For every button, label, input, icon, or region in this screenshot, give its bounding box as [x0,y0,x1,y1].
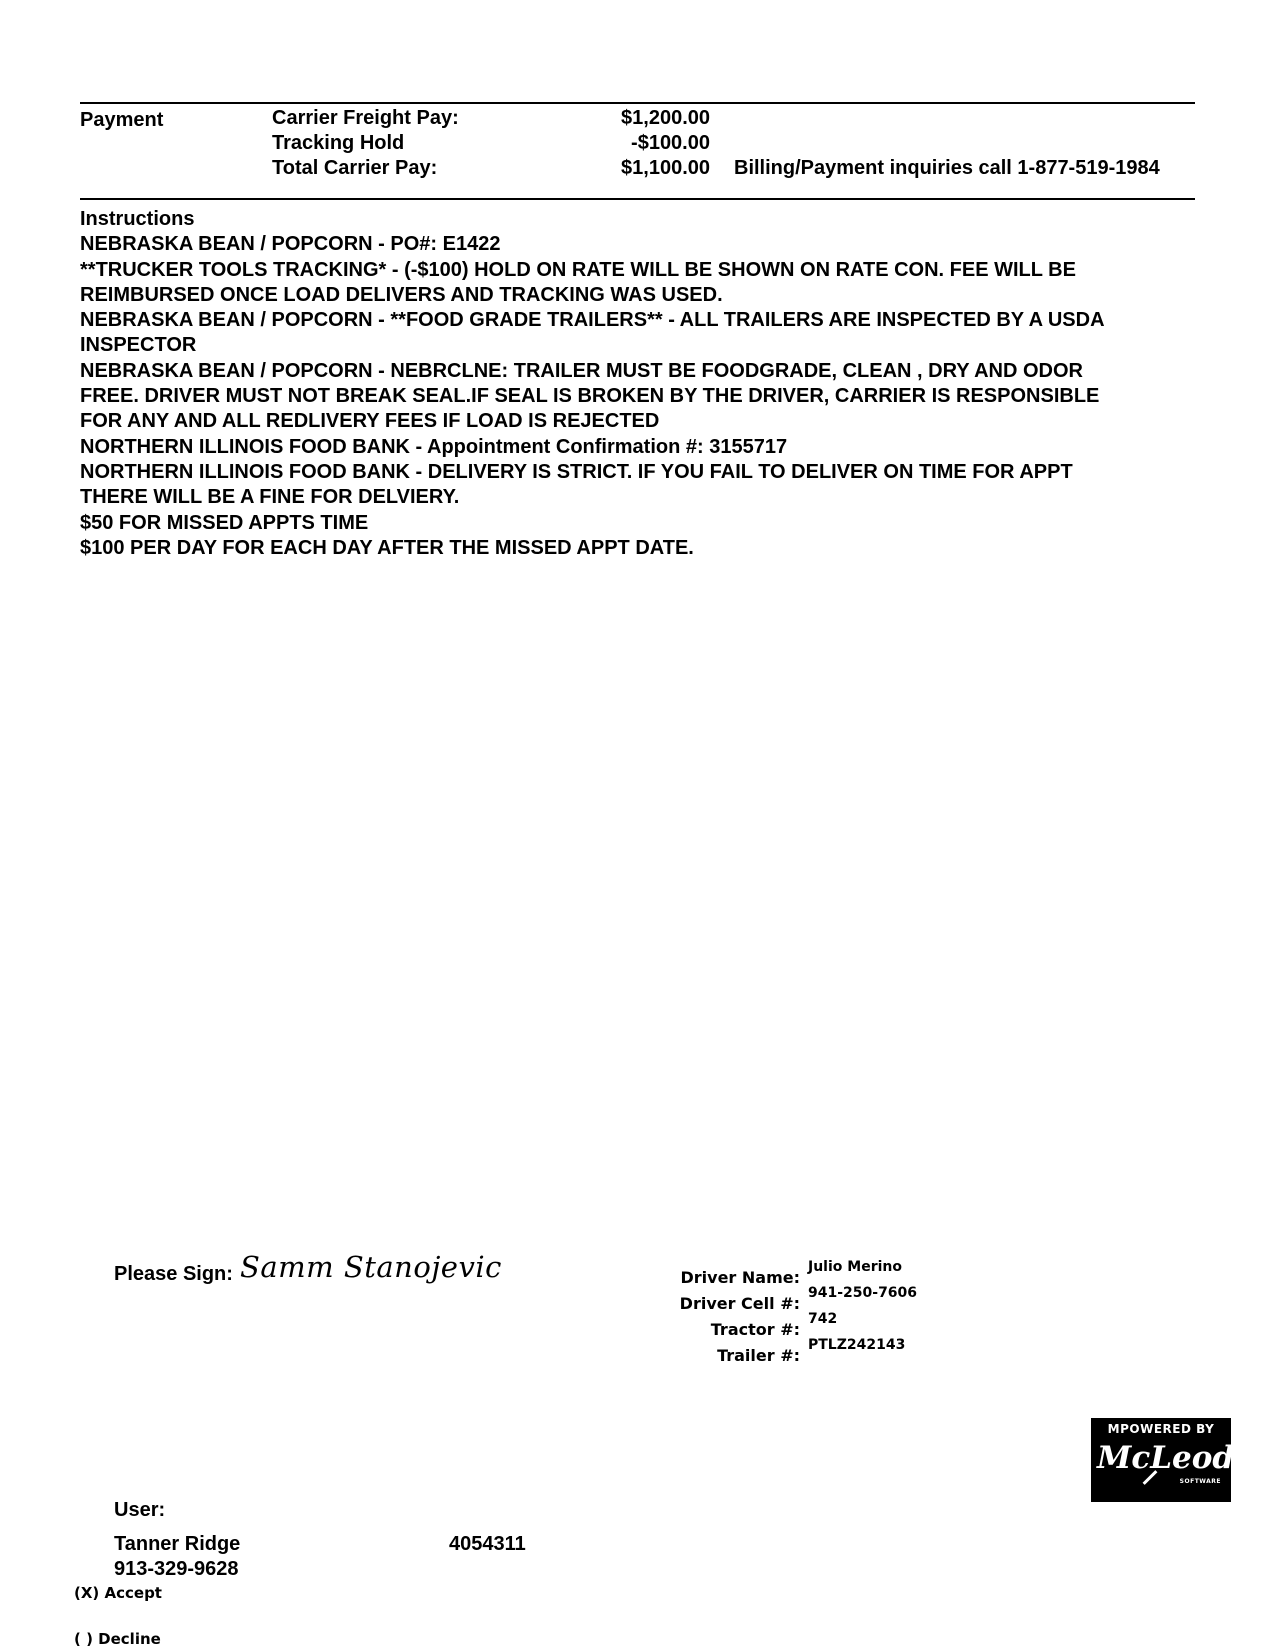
logo-top-text: MPOWERED BY [1107,1422,1215,1436]
instruction-line: **TRUCKER TOOLS TRACKING* - (-$100) HOLD ON RATE WILL BE SHOWN ON RATE CON. FEE WILL BE [80,258,1076,281]
payment-row-label: Tracking Hold [272,132,405,154]
tractor-label: Tractor #: [710,1320,800,1339]
driver-cell-label: Driver Cell #: [679,1294,800,1313]
instruction-line: NEBRASKA BEAN / POPCORN - NEBRCLNE: TRAILER MUST BE FOODGRADE, CLEAN , DRY AND ODOR [80,359,1083,382]
driver-name-label: Driver Name: [680,1268,800,1287]
instruction-line: NEBRASKA BEAN / POPCORN - PO#: E1422 [80,233,501,256]
decline-option[interactable]: ( ) Decline [74,1630,161,1648]
tractor-value: 742 [808,1311,838,1327]
payment-section-label: Payment [80,109,164,131]
payment-row-label: Carrier Freight Pay: [272,107,459,129]
instruction-line: FREE. DRIVER MUST NOT BREAK SEAL.IF SEAL IS BROKEN BY THE DRIVER, CARRIER IS RESPONSIBLE [80,385,1100,408]
payment-row-label: Total Carrier Pay: [272,157,438,179]
instructions-block [80,207,1200,561]
instruction-line: INSPECTOR [80,334,197,357]
driver-name-value: Julio Merino [808,1259,902,1275]
instructions-heading: Instructions [80,208,195,230]
signature-image: Samm Stanojevic [240,1250,502,1284]
trailer-label: Trailer #: [717,1346,800,1365]
instruction-line: THERE WILL BE A FINE FOR DELVIERY. [80,486,460,509]
payment-row-amount: -$100.00 [631,132,710,154]
logo-brand: McLeod [1097,1440,1235,1476]
user-id-number: 4054311 [449,1533,526,1555]
billing-inquiry-note: Billing/Payment inquiries call 1-877-519-1984 [734,157,1160,179]
mcleod-logo [1091,1418,1235,1502]
instruction-line: NEBRASKA BEAN / POPCORN - **FOOD GRADE TRAILERS** - ALL TRAILERS ARE INSPECTED BY A USDA [80,309,1105,332]
instruction-line: $100 PER DAY FOR EACH DAY AFTER THE MISSED APPT DATE. [80,536,694,559]
top-rule [80,102,1195,104]
instruction-line: NORTHERN ILLINOIS FOOD BANK - Appointment Confirmation #: 3155717 [80,435,788,458]
instruction-line: REIMBURSED ONCE LOAD DELIVERS AND TRACKING WAS USED. [80,283,723,306]
user-phone: 913-329-9628 [114,1558,239,1580]
user-label: User: [114,1499,166,1521]
please-sign-label: Please Sign: [114,1263,233,1285]
payment-row-amount: $1,200.00 [621,107,710,129]
instruction-line: $50 FOR MISSED APPTS TIME [80,511,369,534]
driver-cell-value: 941-250-7606 [808,1285,918,1301]
instruction-line: NORTHERN ILLINOIS FOOD BANK - DELIVERY IS STRICT. IF YOU FAIL TO DELIVER ON TIME FOR APPT [80,460,1073,483]
logo-sub: SOFTWARE [1179,1478,1221,1485]
user-name: Tanner Ridge [114,1533,241,1555]
mid-rule [80,198,1195,200]
payment-row-amount: $1,100.00 [621,157,710,179]
accept-option[interactable]: (X) Accept [74,1584,162,1602]
trailer-value: PTLZ242143 [808,1337,906,1353]
instruction-line: FOR ANY AND ALL REDLIVERY FEES IF LOAD IS REJECTED [80,410,660,433]
